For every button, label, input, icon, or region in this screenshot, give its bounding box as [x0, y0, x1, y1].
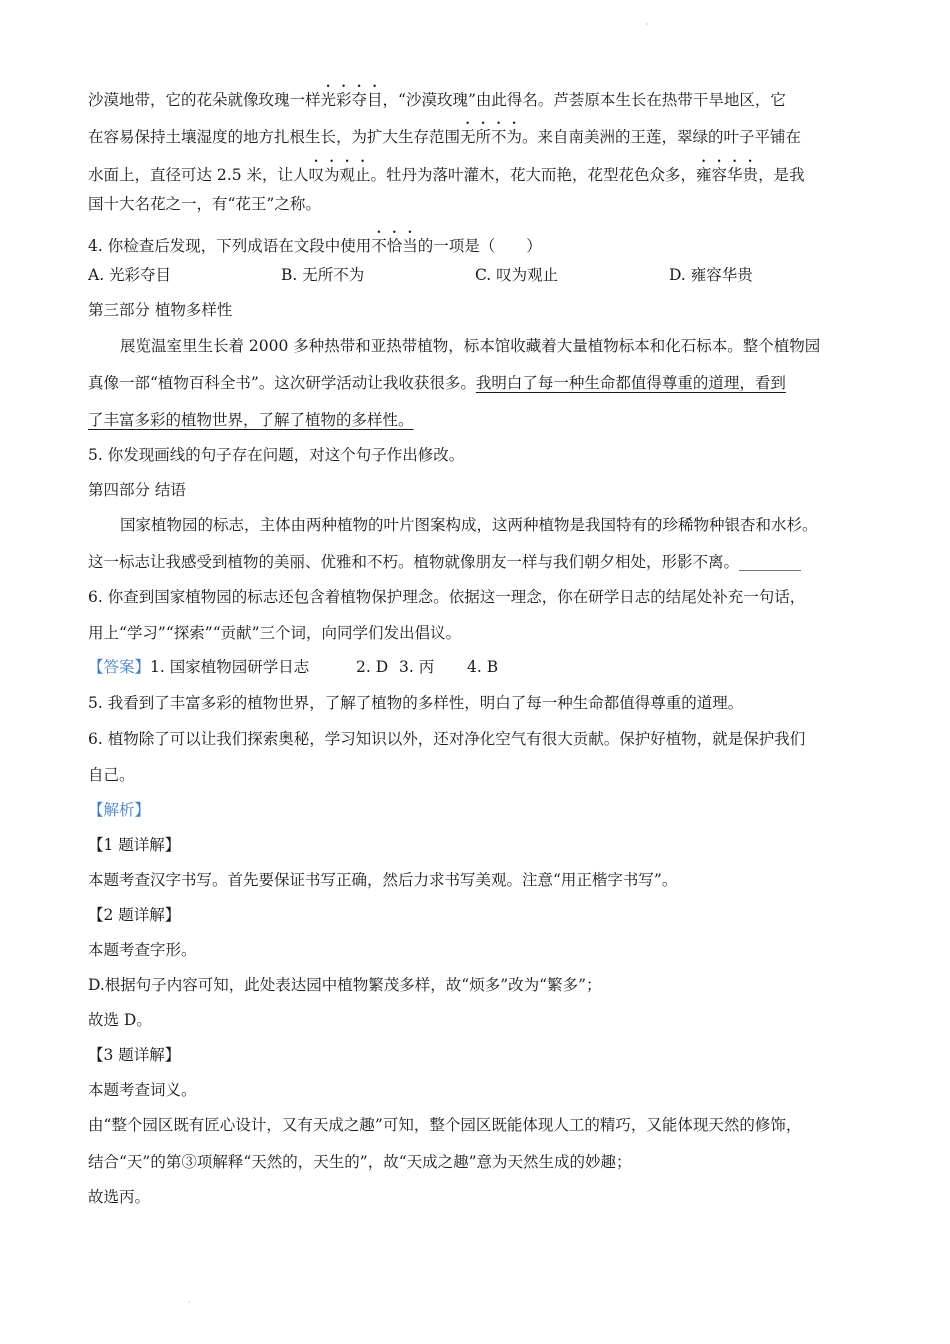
question-6-stem-1: 6. 你查到国家植物园的标志还包含着植物保护理念。依据这一理念，你在研学日志的结尾处补充一句话， — [88, 588, 806, 606]
answer-row — [88, 657, 848, 677]
answer-2: 2. D — [356, 658, 389, 676]
answer-5: 5. 我看到了丰富多彩的植物世界，了解了植物的多样性，明白了每一种生命都值得尊重的道理。 — [88, 694, 744, 712]
question-4-options — [88, 265, 848, 285]
part-3-para-line-1: 展览温室里生长着 2000 多种热带和亚热带植物，标本馆收藏着大量植物标本和化石标本。整个植物园 — [120, 337, 821, 355]
detail-3-text-1: 本题考查词义。 — [88, 1081, 197, 1099]
answer-3: 3. 丙 — [399, 658, 435, 676]
underlined-sentence-cont: 了丰富多彩的植物世界，了解了植物的多样性。 — [88, 411, 414, 429]
option-d[interactable]: D. 雍容华贵 — [669, 266, 753, 284]
answer-label: 【答案】 — [88, 658, 151, 676]
analysis-label: 【解析】 — [88, 801, 151, 819]
detail-3-text-4: 故选丙。 — [88, 1188, 151, 1206]
detail-1-text: 本题考查汉字书写。首先要保证书写正确，然后力求书写美观。注意“用正楷字书写”。 — [88, 871, 678, 889]
idiom-3: 叹为观止 — [308, 166, 371, 184]
part-4-para-line-2: 这一标志让我感受到植物的美丽、优雅和不朽。植物就像朋友一样与我们朝夕相处，形影不离。________ — [88, 553, 802, 571]
answer-4: 4. B — [467, 658, 499, 676]
detail-3-text-2: 由“整个园区既有匠心设计，又有天成之趣”可知，整个园区既能体现人工的精巧，又能体现天然的修饰， — [88, 1116, 802, 1134]
part-3-para-line-2: 真像一部“植物百科全书”。这次研学活动让我收获很多。我明白了每一种生命都值得尊重的道理，看到 — [88, 374, 786, 392]
corner-mark-bottom: · — [188, 1298, 191, 1307]
option-c[interactable]: C. 叹为观止 — [475, 266, 559, 284]
detail-2-text-3: 故选 D。 — [88, 1011, 152, 1029]
question-5-stem: 5. 你发现画线的句子存在问题，对这个句子作出修改。 — [88, 446, 465, 464]
question-4-stem: 4. 你检查后发现，下列成语在文段中使用不恰当的一项是（ ） — [88, 237, 542, 255]
detail-2-title: 【2 题详解】 — [88, 906, 181, 924]
detail-3-title: 【3 题详解】 — [88, 1046, 181, 1064]
detail-1-title: 【1 题详解】 — [88, 836, 181, 854]
passage-line-2: 在容易保持土壤湿度的地方扎根生长，为扩大生存范围无所不为。来自南美洲的王莲，翠绿的叶子平铺在 — [88, 128, 802, 146]
passage-line-3: 水面上，直径可达 2.5 米，让人叹为观止。牡丹为落叶灌木，花大而艳，花型花色众多，雍容华贵，是我 — [88, 166, 805, 184]
option-a[interactable]: A. 光彩夺目 — [88, 266, 172, 284]
detail-2-text-1: 本题考查字形。 — [88, 941, 197, 959]
part-4-para-line-1: 国家植物园的标志，主体由两种植物的叶片图案构成，这两种植物是我国特有的珍稀物种银杏和水杉。 — [120, 516, 818, 534]
option-b[interactable]: B. 无所不为 — [281, 266, 365, 284]
answer-1: 1. 国家植物园研学日志 — [150, 658, 310, 676]
part-3-heading: 第三部分 植物多样性 — [88, 301, 233, 319]
part-4-heading: 第四部分 结语 — [88, 481, 186, 499]
idiom-2: 无所不为 — [460, 128, 523, 146]
question-6-stem-2: 用上“学习”“探索”“贡献”三个词，向同学们发出倡议。 — [88, 624, 462, 642]
underlined-sentence: 我明白了每一种生命都值得尊重的道理，看到 — [475, 374, 786, 392]
answer-6-line-1: 6. 植物除了可以让我们探索奥秘，学习知识以外，还对净化空气有很大贡献。保护好植物，就是保护我们 — [88, 730, 806, 748]
emphasis-bu-qia-dang: 不恰当 — [371, 237, 418, 255]
detail-3-text-3: 结合“天”的第③项解释“天然的，天生的”，故“天成之趣”意为天然生成的妙趣； — [88, 1153, 632, 1171]
passage-line-4: 国十大名花之一，有“花王”之称。 — [88, 195, 321, 213]
corner-mark-top: · — [646, 20, 649, 29]
idiom-4: 雍容华贵 — [696, 166, 759, 184]
answer-6-line-2: 自己。 — [88, 766, 135, 784]
detail-2-text-2: D.根据句子内容可知，此处表达园中植物繁茂多样，故“烦多”改为“繁多”； — [88, 976, 602, 994]
passage-line-1: 沙漠地带，它的花朵就像玫瑰一样光彩夺目，“沙漠玫瑰”由此得名。芦荟原本生长在热带干旱地区，它 — [88, 91, 786, 109]
part-3-para-line-3 — [88, 410, 414, 430]
idiom-1: 光彩夺目 — [320, 91, 383, 109]
